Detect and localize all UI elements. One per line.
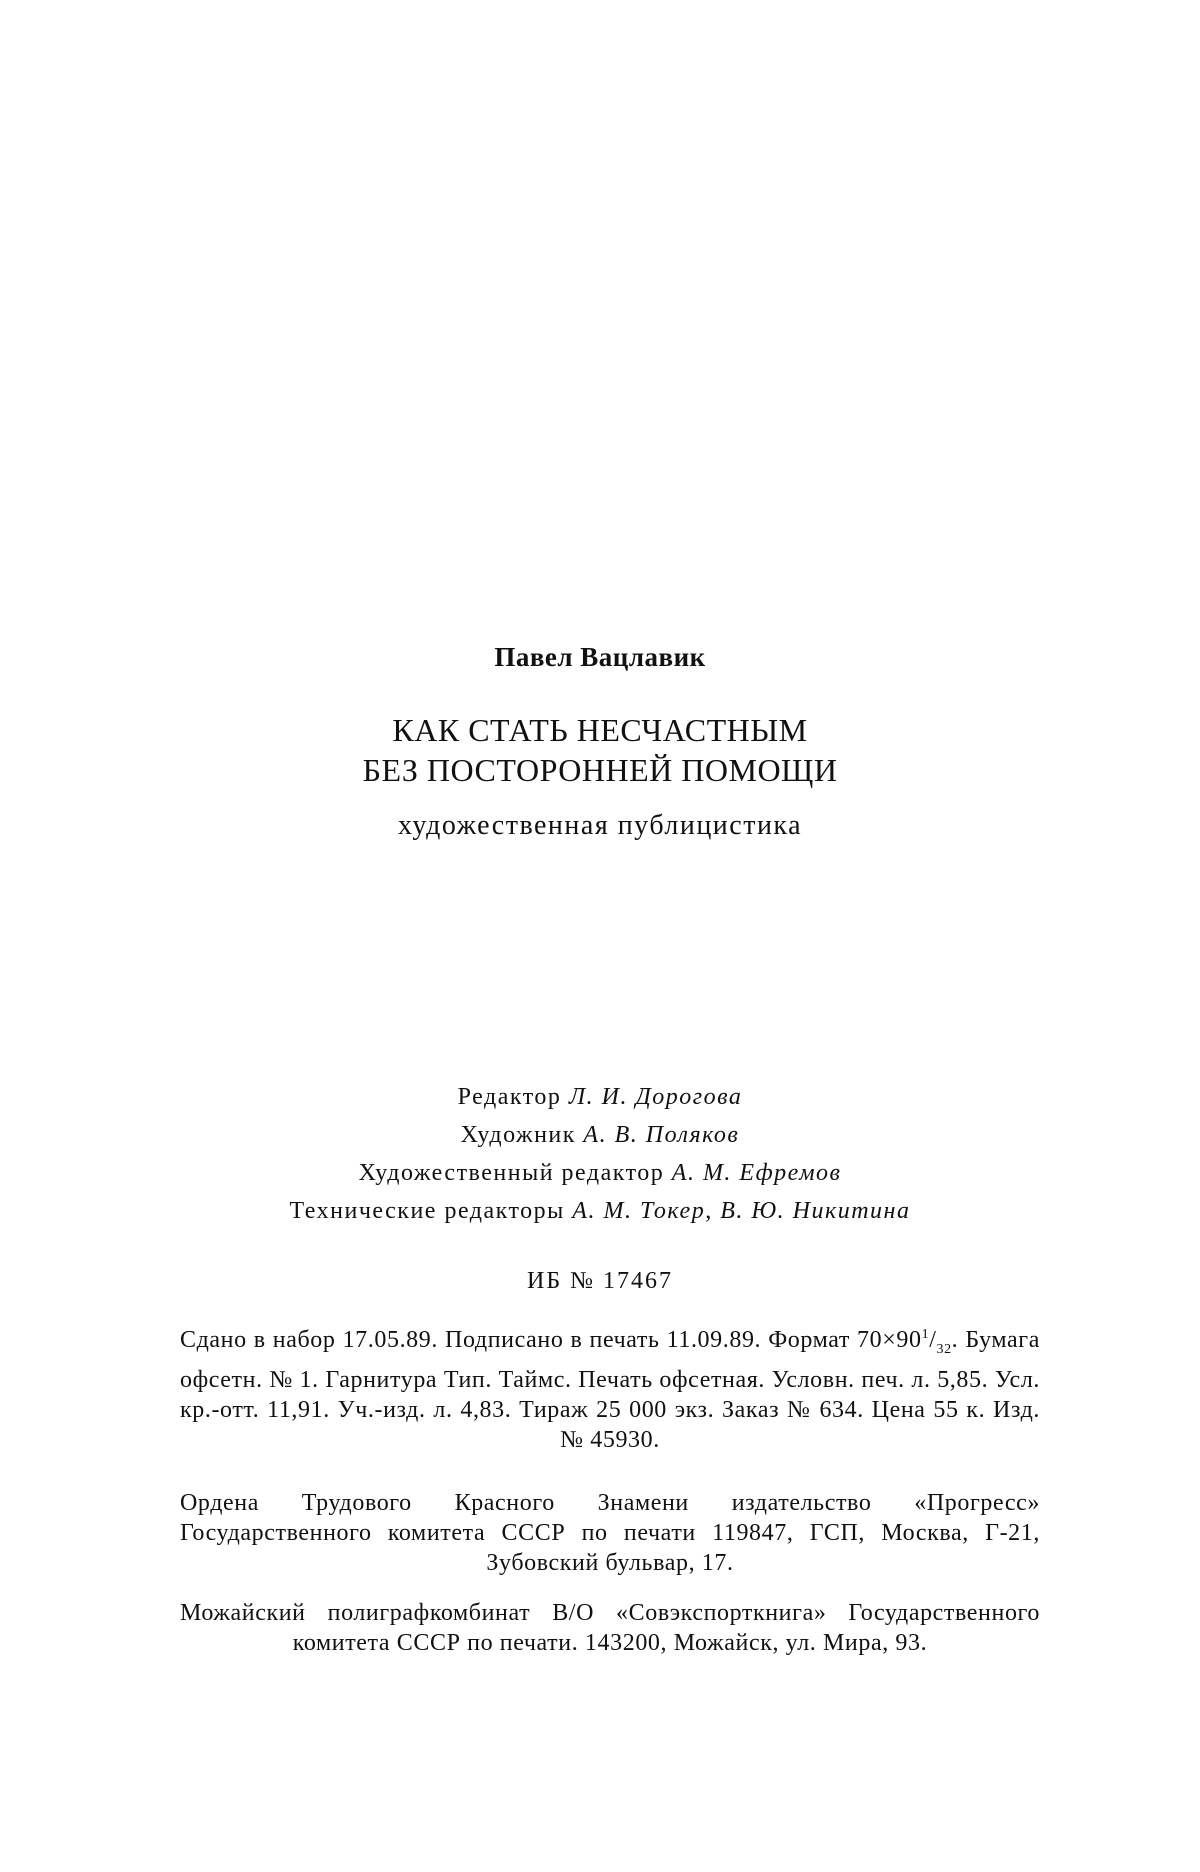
credit-artist — [0, 1116, 1200, 1154]
credit-names: А. М. Ефремов — [671, 1160, 842, 1186]
credit-role: Технические редакторы — [289, 1198, 565, 1224]
format-denominator: 32 — [936, 1341, 952, 1357]
credit-names: А. В. Поляков — [583, 1122, 740, 1148]
author-name: Павел Вацлавик — [494, 642, 706, 672]
credit-role: Художник — [460, 1122, 576, 1148]
book-title — [0, 710, 1200, 790]
book-genre: художественная публицистика — [397, 810, 803, 841]
credit-names: А. М. Токер, В. Ю. Никитина — [572, 1198, 911, 1224]
imprint-block: Сдано в набор 17.05.89. Подписано в печать 11.09.89. Формат $70\times 90^1/_{32}$. Бумага офсетн. № 1. Гарнитура Тип. Таймс. Печать офсетная. Условн. печ. л. 5,85. Усл. кр.-отт. 11,91. Уч.-изд. л. 4,83. Тираж 25 000 экз. Заказ № 634. Цена 55 к. Изд. № 45930. — [180, 1327, 1040, 1453]
credit-role: Художественный редактор — [358, 1160, 665, 1186]
format-numerator: 1 — [921, 1327, 930, 1342]
book-title-line-1: КАК СТАТЬ НЕСЧАСТНЫМ — [392, 712, 808, 748]
imprint-text-2: . Бумага офсетн. № 1. Гарнитура Тип. Таймс. Печать офсетная. Условн. печ. л. 5,85. Усл. кр.-отт. 11,91. Уч.-изд. л. 4,83. Тираж 25 000 экз. Заказ № 634. Цена 55 к. Изд. № 45930. — [180, 1327, 1040, 1453]
imprint-text-1: Сдано в набор 17.05.89. Подписано в печать 11.09.89. Формат 70×90 — [180, 1327, 922, 1353]
printer-block: Можайский полиграфкомбинат В/О «Совэкспорткнига» Государственного комитета СССР по печати. 143200, Можайск, ул. Мира, 93. — [180, 1600, 1040, 1656]
credit-art-editor — [0, 1154, 1200, 1192]
ib-number: ИБ № 17467 — [526, 1268, 673, 1294]
credit-role: Редактор — [457, 1084, 562, 1110]
publisher-block: Ордена Трудового Красного Знамени издательство «Прогресс» Государственного комитета СССР по печати 119847, ГСП, Москва, Г-21, Зубовский бульвар, 17. — [180, 1490, 1040, 1576]
book-title-line-2: БЕЗ ПОСТОРОННЕЙ ПОМОЩИ — [362, 752, 838, 788]
credits-list — [0, 1078, 1200, 1230]
credit-technical-editors — [0, 1192, 1200, 1230]
credit-editor — [0, 1078, 1200, 1116]
credit-names: Л. И. Дорогова — [568, 1084, 743, 1110]
